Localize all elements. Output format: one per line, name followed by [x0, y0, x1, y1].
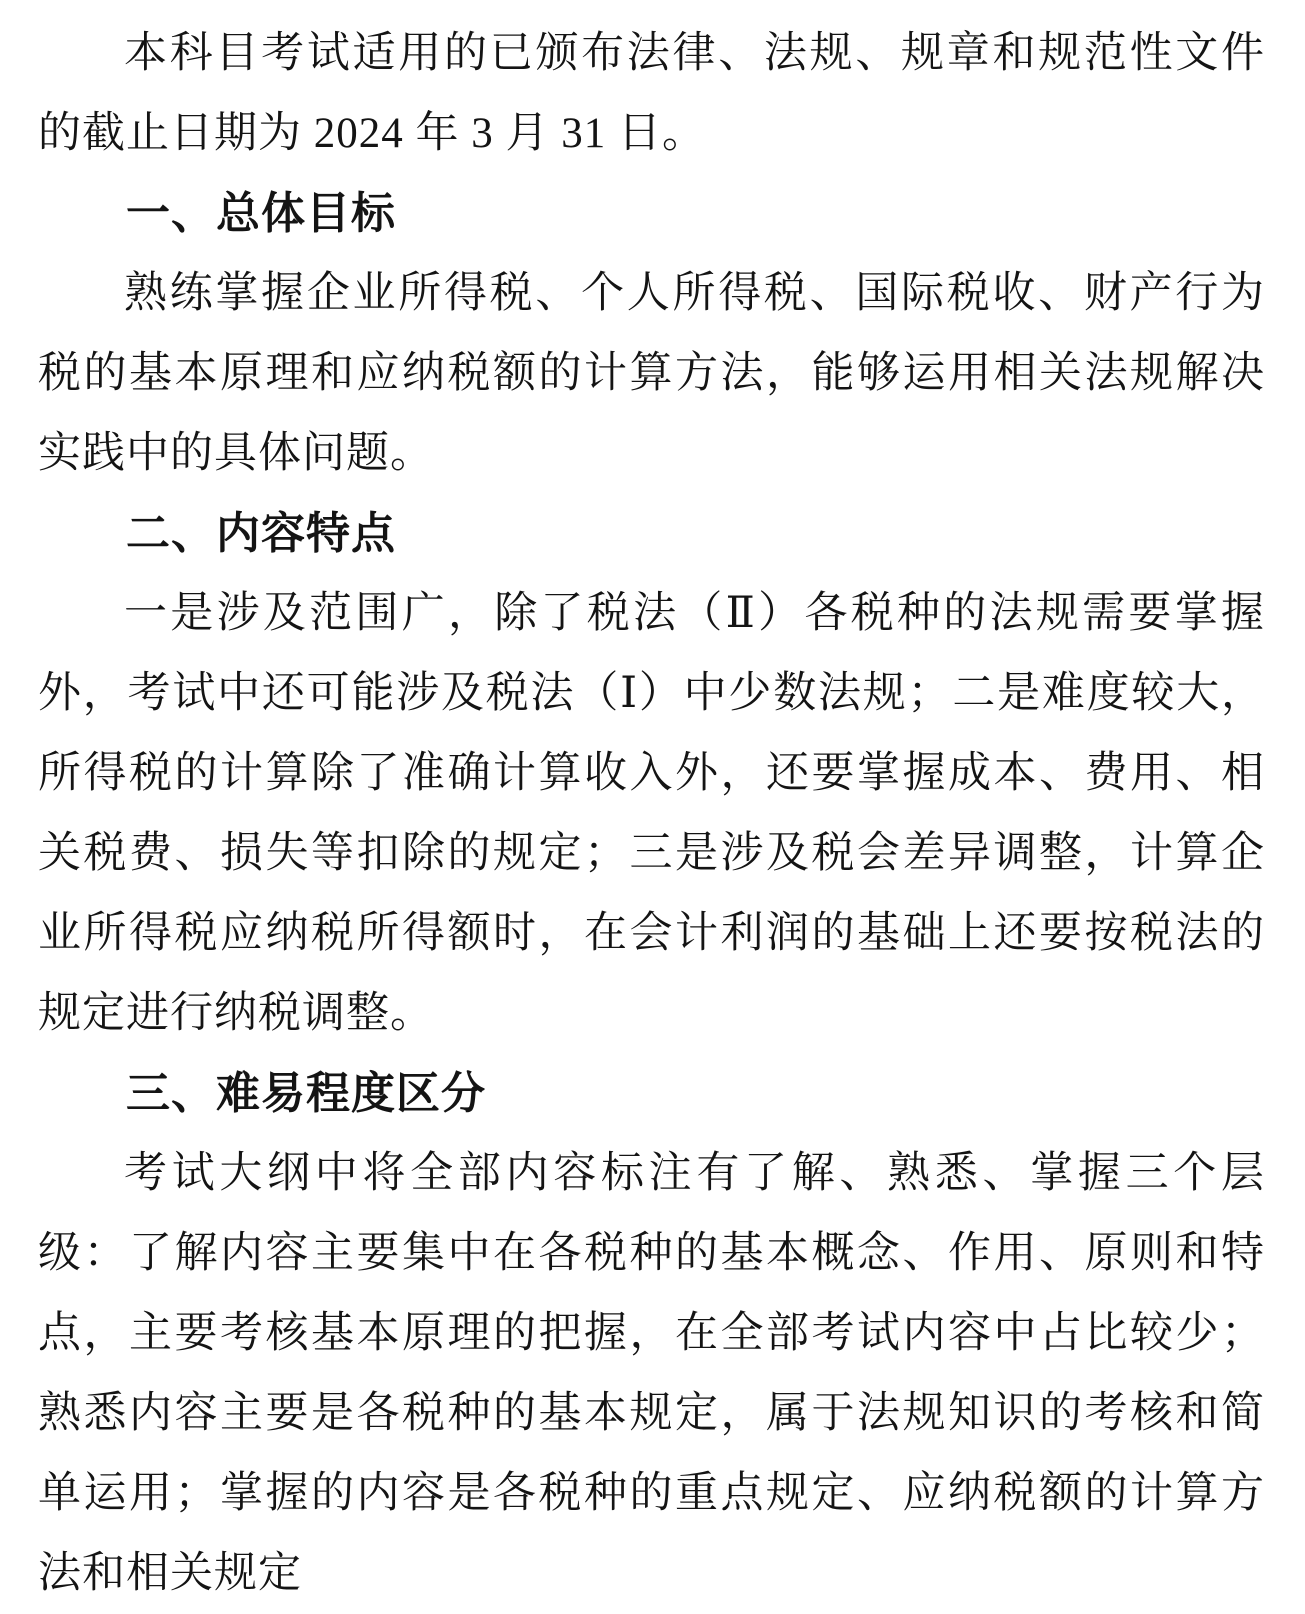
- paragraph-content-features: 一是涉及范围广，除了税法（Ⅱ）各税种的法规需要掌握外，考试中还可能涉及税法（Ⅰ）中少数法规；二是难度较大，所得税的计算除了准确计算收入外，还要掌握成本、费用、相关税费、损失等扣除的规定；三是涉及税会差异调整，计算企业所得税应纳税所得额时，在会计利润的基础上还要按税法的规定进行纳税调整。: [38, 590, 1265, 1037]
- heading-overall-goal: 一、总体目标: [126, 189, 396, 238]
- paragraph-law-cutoff-date: 本科目考试适用的已颁布法律、法规、规章和规范性文件的截止日期为 2024 年 3 月 31 日。: [38, 30, 1265, 157]
- paragraph-difficulty-levels: 考试大纲中将全部内容标注有了解、熟悉、掌握三个层级：了解内容主要集中在各税种的基本概念、作用、原则和特点，主要考核基本原理的把握，在全部考试内容中占比较少；熟悉内容主要是各税种的基本规定，属于法规知识的考核和简单运用；掌握的内容是各税种的重点规定、应纳税额的计算方法和相关规定: [38, 1150, 1265, 1597]
- paragraph-overall-goal: 熟练掌握企业所得税、个人所得税、国际税收、财产行为税的基本原理和应纳税额的计算方法，能够运用相关法规解决实践中的具体问题。: [38, 270, 1265, 477]
- heading-content-features: 二、内容特点: [126, 509, 396, 558]
- heading-difficulty-levels: 三、难易程度区分: [126, 1069, 486, 1118]
